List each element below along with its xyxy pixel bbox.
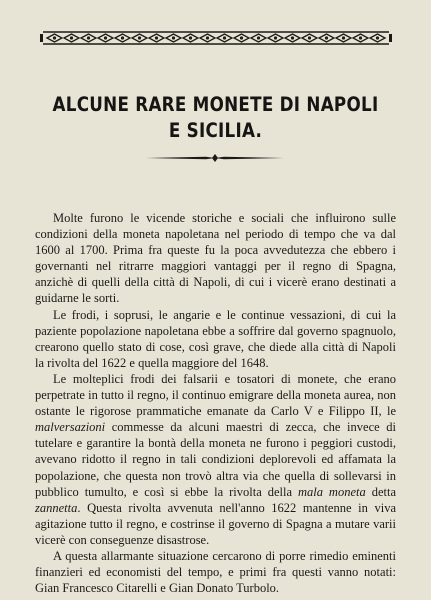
decorative-border-ornament (40, 28, 392, 48)
paragraph (35, 548, 396, 596)
italic-term: mala moneta (297, 484, 366, 499)
text-run: . Questa rivolta avvenuta nell'anno 1622 mantenne in viva agitazione tutto il regno, e costrinse il governo di Spagna a mutare varii vicerè con conseguenze disastrose. (35, 500, 396, 547)
page-title-line-1: ALCUNE RARE MONETE DI NAPOLI (52, 93, 379, 116)
italic-term: malversazioni (35, 420, 106, 435)
text-run: Le frodi, i soprusi, le angarie e le continue vessazioni, di cui la paziente popolazione napoletana ebbe a soffrire dal governo spagnuolo, crearono quello stato di cose, così grave, che diede alla città di Napoli la rivolta del 1622 e quella maggiore del 1648. (35, 307, 396, 370)
page-title-line-2: E SICILIA. (168, 119, 263, 142)
text-run: A questa allarmante situazione cercarono di porre rimedio eminenti finanzieri ed economisti del tempo, e primi fra questi vanno notati: Gian Francesco Citarelli e Gian Donato Turbolo. (35, 548, 396, 596)
text-run: Le molteplici frodi dei falsarii e tosatori di monete, che erano perpetrate in tutto il regno, il continuo emigrare della moneta aurea, non ostante le rigorose prammatiche emanate da Carlo V e Filippo II, le (35, 371, 396, 419)
italic-term: zannetta (35, 500, 78, 515)
text-run: detta (365, 484, 396, 499)
text-run: Molte furono le vicende storiche e sociali che influirono sulle condizioni della moneta napoletana nel periodo di tempo che va dal 1600 al 1700. Prima fra queste fu la poca avvedutezza che ebbero i governanti nel ritrarre maggiori vantaggi per il regno di Spagna, anzichè di quelli della città di Napoli, di cui i vicerè erano destinati a guidarne le sorti. (35, 211, 396, 306)
paragraph (35, 210, 396, 307)
text-run: commesse da alcuni maestri di zecca, che invece di tutelare e garantire la bontà della moneta ne furono i peggiori custodi, avevano ridotto il regno in tali condizioni deplorevoli ed affamata la popolazione, che questa non trovò altra via che quella di sollevarsi in pubblico tumulto, e così si ebbe la rivolta della (35, 420, 396, 499)
paragraph (35, 307, 396, 371)
title-divider-rule (146, 151, 284, 165)
body-text (35, 210, 396, 596)
paragraph (35, 371, 396, 548)
